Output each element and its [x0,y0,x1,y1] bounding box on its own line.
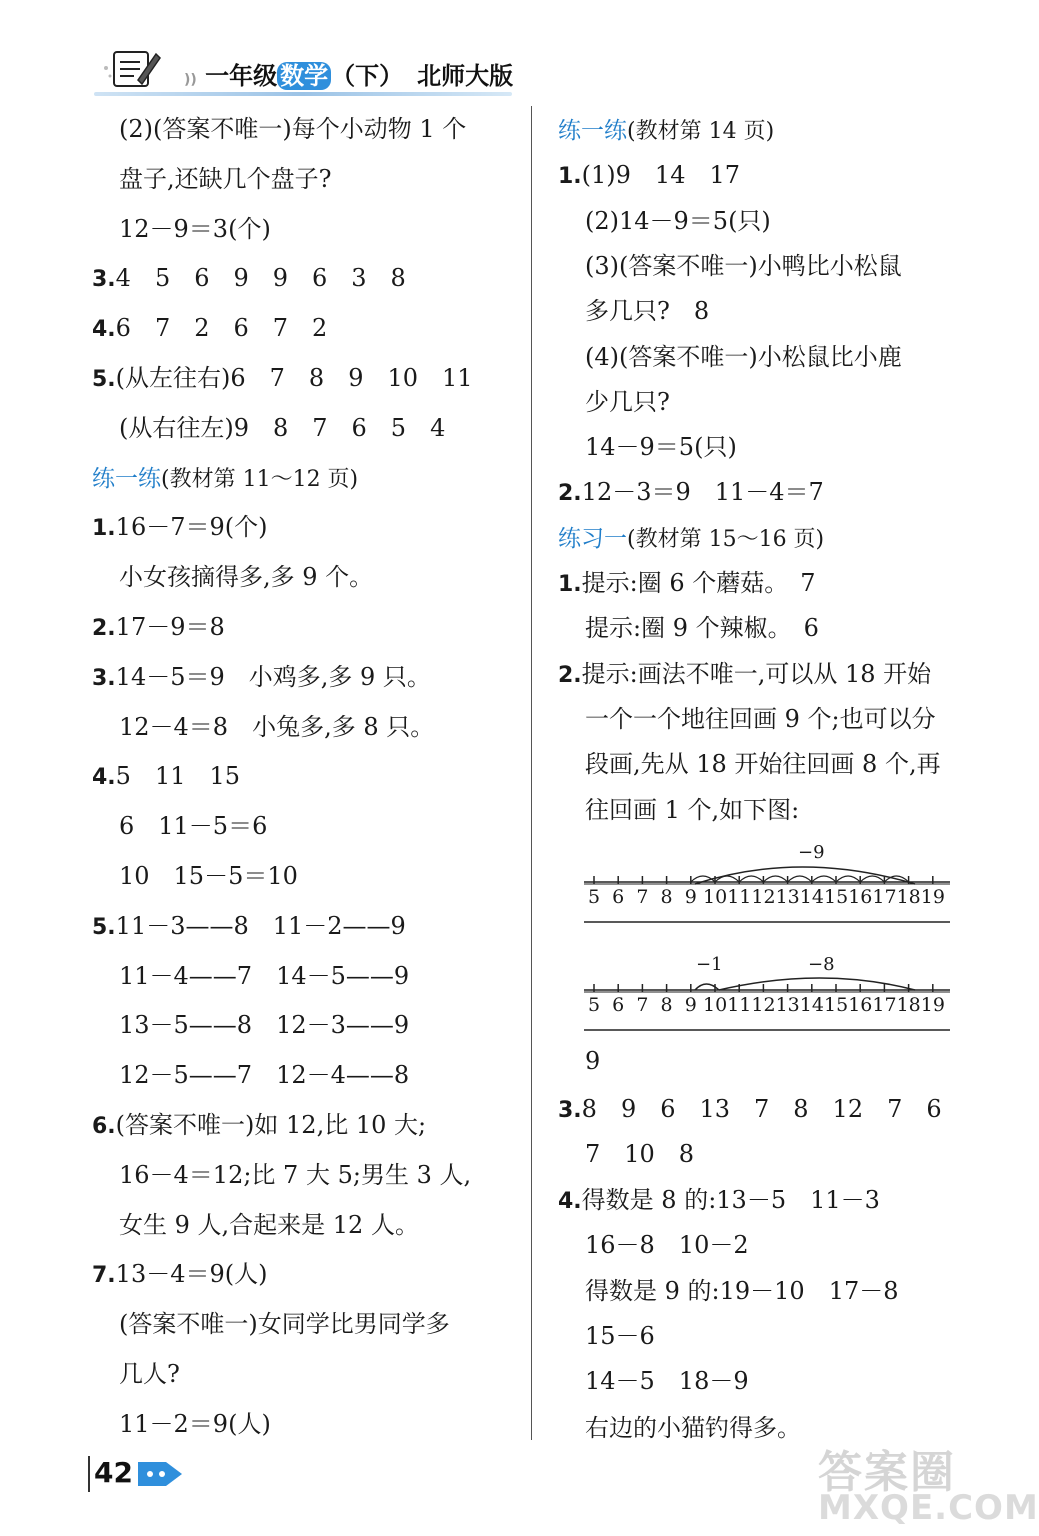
answer-text: 13－5——8 12－3——9 [119,1011,410,1040]
answer-text: 提示:画法不唯一,可以从 18 开始 [581,659,932,688]
tick-label: 7 [636,886,649,908]
tick-label: 11 [727,994,752,1016]
tick-label: 10 [703,994,728,1016]
answer-line [119,562,373,592]
question-number: 2. [92,616,116,641]
column-divider [531,106,532,1440]
watermark-logo-text: 答案圈 [818,1447,956,1498]
tick-label: 17 [872,994,897,1016]
answer-line [585,1366,749,1396]
tick-label: 6 [612,994,625,1016]
question-number: 4. [558,1189,582,1214]
question-number: 2. [558,481,582,507]
answer-text: 提示:圈 9 个辣椒。 6 [585,614,819,643]
jump-label-minus-8: −8 [808,954,835,975]
tick-label: 12 [751,994,776,1016]
answer-text: 女生 9 人,合起来是 12 人。 [119,1210,419,1239]
answer-text: 9 [585,1047,601,1075]
answer-text: (从左往右)6 7 8 9 10 11 [115,364,473,392]
answer-text: (答案不唯一)如 12,比 10 大; [115,1111,427,1139]
answer-line [119,1210,419,1240]
answer-text: (3)(答案不唯一)小鸭比小松鼠 [585,251,902,280]
question-number: 3. [92,665,116,691]
answer-line [92,761,240,793]
answer-text: 11－2＝9(人) [119,1409,271,1438]
answer-line [585,251,902,281]
answer-line [585,206,771,236]
question-number: 7. [92,1263,116,1289]
answer-line [585,1276,899,1306]
tick-label: 14 [799,886,824,908]
question-number: 1. [558,572,582,597]
jump-arc [836,876,860,882]
tick-label: 19 [920,994,945,1016]
answer-text: (1)9 14 17 [581,161,741,190]
tick-label: 14 [799,994,824,1016]
answer-text: 往回画 1 个,如下图: [585,795,800,824]
answer-text: 14－5 18－9 [585,1367,749,1395]
jump-label-minus-1: −1 [696,954,723,975]
answer-line [92,463,358,495]
answer-line [92,911,406,943]
answer-line [585,1139,694,1169]
answer-text: 5 11 15 [115,762,241,791]
answer-text: 16－7＝9(个) [115,513,268,542]
answer-text: 12－5——7 12－4——8 [119,1061,410,1090]
answer-line [119,1409,271,1439]
answer-text: 6 11－5＝6 [119,812,268,841]
answer-text: 段画,先从 18 开始往回画 8 个,再 [585,750,941,779]
answer-text: 右边的小猫钓得多。 [585,1414,801,1442]
tick-label: 12 [751,886,776,908]
scroll-pencil-icon [100,46,164,92]
answer-text: 多几只? 8 [585,297,710,326]
tick-label: 16 [848,994,873,1016]
answer-line [92,612,225,644]
jump-arc [860,876,884,882]
answer-text: (4)(答案不唯一)小松鼠比小鹿 [585,342,902,371]
answer-text: 12－3＝9 11－4＝7 [581,478,824,507]
tick-label: 17 [872,886,897,908]
answer-line [119,413,445,443]
answer-text: 12－4＝8 小兔多,多 8 只。 [119,712,435,741]
tick-label: 19 [920,886,945,908]
number-line-1-svg [582,842,952,922]
tick-label: 16 [848,886,873,908]
footer-bar [88,1456,90,1492]
answer-line [92,512,267,544]
section-pages: (教材第 11～12 页) [161,466,359,492]
subject-badge: 数学 [277,62,331,90]
answer-line [585,704,936,734]
answer-text: 7 10 8 [585,1140,695,1168]
tick-label: 9 [684,994,697,1016]
tick-label: 10 [703,886,728,908]
answer-line [585,1413,801,1443]
answer-line [585,749,941,779]
answer-text: 16－8 10－2 [585,1231,749,1259]
jump-arc [788,876,812,882]
answer-text: 16－4＝12;比 7 大 5;男生 3 人, [119,1160,472,1189]
question-number: 1. [558,164,582,190]
section-heading: 练习一 [558,525,627,552]
answer-text: (2)14－9＝5(只) [585,206,771,235]
watermark-url: MXQE.COM [818,1488,1039,1528]
answer-line [585,613,819,643]
question-number: 6. [92,1114,116,1139]
answer-line [558,160,740,192]
answer-line [558,523,824,555]
answer-text: 得数是 8 的:13－5 11－3 [581,1186,880,1214]
tick-label: 13 [775,886,800,908]
answer-text: 少几只? [585,387,670,416]
grade-label: 一年级 [205,62,278,90]
answer-line [119,1160,471,1190]
tick-label: 7 [636,994,649,1016]
answer-line [92,313,327,345]
page-header [88,44,514,104]
publisher-label: 北师大版 [417,62,514,90]
question-number: 5. [92,914,116,940]
answer-text: (2)(答案不唯一)每个小动物 1 个 [119,115,467,143]
tick-label: 15 [824,994,849,1016]
tick-label: 5 [587,994,601,1016]
answer-line [585,342,902,372]
answer-line [558,477,824,509]
answer-line [119,164,332,194]
tick-label: 9 [684,886,697,908]
answer-line [119,1309,450,1339]
answer-text: 11－4——7 14－5——9 [119,961,410,990]
tick-label: 13 [775,994,800,1016]
question-number: 4. [92,765,116,791]
answer-text: 盘子,还缺几个盘子? [119,164,332,193]
answer-line [92,263,406,295]
answer-text: 10 15－5＝10 [119,862,298,890]
number-line-1 [582,842,952,922]
answer-line [119,811,267,841]
question-number: 3. [558,1098,582,1123]
answer-line [119,1359,180,1389]
answer-text: 提示:圈 6 个蘑菇。 7 [581,569,816,597]
answer-line [119,114,466,144]
answer-line [558,568,816,600]
answer-line [558,115,774,147]
tick-label: 15 [824,886,849,908]
answer-line [92,1110,426,1142]
tick-label: 6 [612,886,625,908]
answer-text: 11－3——8 11－2——9 [115,911,406,940]
tick-label: 18 [896,886,921,908]
answer-line [119,712,434,742]
answer-line [92,662,431,694]
answer-line [119,861,298,891]
answer-line [92,1259,267,1291]
question-number: 1. [92,516,116,542]
tick-label: 5 [587,886,601,908]
tick-label: 18 [896,994,921,1016]
answer-text: 12－9＝3(个) [119,214,271,243]
answer-line [585,1321,655,1351]
answer-line [119,1010,409,1040]
answer-text: 14－9＝5(只) [585,433,737,462]
arrow-icon [136,1460,184,1488]
answer-text: 8 9 6 13 7 8 12 7 6 [581,1095,942,1123]
answer-text: 得数是 9 的:19－10 17－8 [585,1277,899,1305]
jump-arc [763,876,787,882]
answer-text: (从右往左)9 8 7 6 5 4 [119,413,446,442]
answer-line [558,1094,942,1126]
answer-text: 4 5 6 9 9 6 3 8 [115,264,406,293]
answer-text: 17－9＝8 [115,613,225,641]
tick-label: 8 [660,994,673,1016]
number-line-2-svg [582,950,952,1030]
answer-text: 几人? [119,1360,180,1388]
answer-line [119,1060,409,1090]
question-number: 5. [92,367,116,392]
jump-arc [739,876,763,882]
tick-label: 8 [660,886,673,908]
page-number: 42 [94,1456,133,1489]
answer-line [119,961,409,991]
answer-text: (答案不唯一)女同学比男同学多 [119,1310,450,1339]
answer-line [585,1046,600,1076]
answer-text: 14－5＝9 小鸡多,多 9 只。 [115,662,431,691]
question-number: 2. [558,662,582,688]
answer-line [585,296,709,326]
tick-label: 11 [727,886,752,908]
jump-label-minus-9: −9 [798,842,825,863]
answer-line [92,363,473,395]
answer-text: 小女孩摘得多,多 9 个。 [119,563,374,592]
question-number: 3. [92,267,116,293]
number-line-2 [582,950,952,1030]
book-title: )) 一年级 数学 （下） 北师大版 [184,62,514,90]
answer-text: 6 7 2 6 7 2 [115,314,328,343]
answer-text: 15－6 [585,1322,655,1350]
answer-line [558,1185,880,1217]
question-number: 4. [92,317,116,343]
answer-line [585,387,670,417]
section-pages: (教材第 14 页) [627,119,775,144]
watermark [818,1436,1039,1532]
section-heading: 练一练 [92,465,161,492]
section-pages: (教材第 15～16 页) [627,526,825,552]
answer-line [585,432,737,462]
answer-line [558,659,931,691]
answer-text: 一个一个地往回画 9 个;也可以分 [585,704,936,733]
header-band [94,92,512,96]
jump-arc [812,876,836,882]
term-label: （下） [331,62,404,90]
page-footer [88,1456,208,1492]
answer-text: 13－4＝9(人) [115,1260,268,1289]
answer-line [585,795,799,825]
answer-line [119,214,271,244]
section-heading: 练一练 [558,118,627,144]
answer-line [585,1230,749,1260]
